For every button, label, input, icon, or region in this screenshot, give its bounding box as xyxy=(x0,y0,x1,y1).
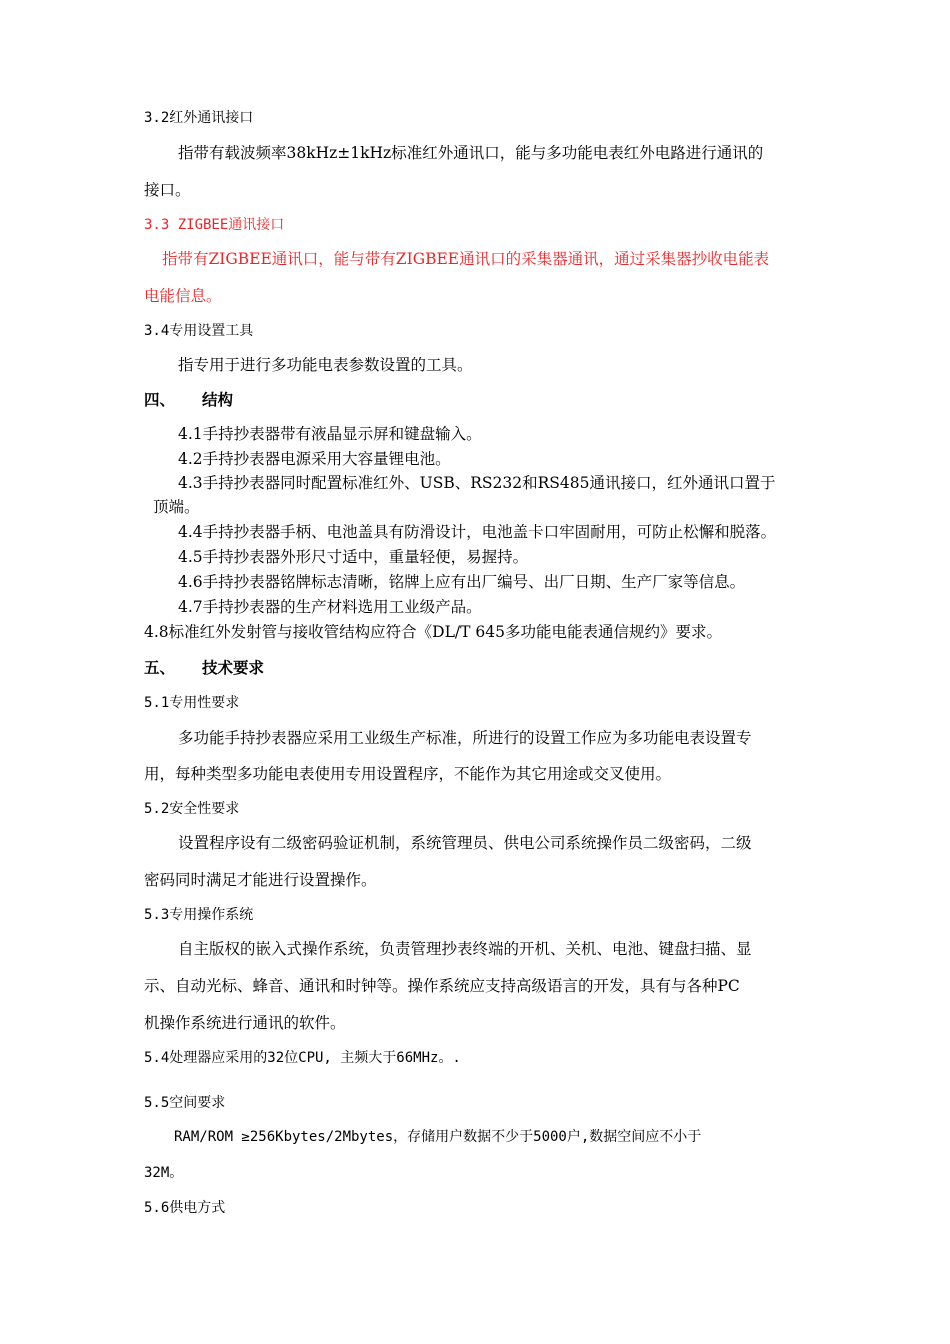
section-4-item: 4.5手持抄表器外形尺寸适中，重量轻便，易握持。 xyxy=(178,548,529,566)
section-5-1-body-line1: 多功能手持抄表器应采用工业级生产标准，所进行的设置工作应为多功能电表设置专 xyxy=(178,729,752,747)
section-5-4-line: 5.4处理器应采用的32位CPU, 主频大于66MHz。. xyxy=(144,1050,461,1066)
section-5-title: 技术要求 xyxy=(202,658,265,677)
section-5-1-body-line2: 用，每种类型多功能电表使用专用设置程序，不能作为其它用途或交叉使用。 xyxy=(144,765,672,783)
section-5-2-body-line1: 设置程序设有二级密码验证机制，系统管理员、供电公司系统操作员二级密码，二级 xyxy=(178,834,752,852)
section-3-3-body-line2: 电能信息。 xyxy=(144,287,222,305)
section-5-2-body-line2: 密码同时满足才能进行设置操作。 xyxy=(144,871,377,889)
section-5-2-title: 5.2安全性要求 xyxy=(144,801,240,817)
section-5-5-body-line1: RAM/ROM ≥256Kbytes/2Mbytes，存储用户数据不少于5000户,数据空间应不小于 xyxy=(174,1129,702,1145)
section-4-heading xyxy=(144,390,233,410)
section-5-1-title: 5.1专用性要求 xyxy=(144,695,240,711)
section-4-item: 4.1手持抄表器带有液晶显示屏和键盘输入。 xyxy=(178,425,482,443)
section-3-4-title: 3.4专用设置工具 xyxy=(144,323,254,339)
section-5-3-body-line1: 自主版权的嵌入式操作系统，负责管理抄表终端的开机、关机、电池、键盘扫描、显 xyxy=(178,940,752,958)
section-5-number: 五、 xyxy=(144,658,176,677)
section-3-3-title: 3.3 ZIGBEE通讯接口 xyxy=(144,217,285,233)
section-4-number: 四、 xyxy=(144,390,176,409)
section-4-title: 结构 xyxy=(202,390,234,409)
section-5-3-title: 5.3专用操作系统 xyxy=(144,907,254,923)
section-4-item: 4.8标准红外发射管与接收管结构应符合《DL/T 645多功能电能表通信规约》要求。 xyxy=(144,623,722,641)
section-5-5-body-line2: 32M。 xyxy=(144,1165,184,1181)
section-5-5-title: 5.5空间要求 xyxy=(144,1095,226,1111)
section-4-item: 4.7手持抄表器的生产材料选用工业级产品。 xyxy=(178,598,482,616)
section-3-2-title: 3.2红外通讯接口 xyxy=(144,110,254,126)
section-5-heading xyxy=(144,658,264,678)
section-3-2-body-line1: 指带有载波频率38kHz±1kHz标准红外通讯口，能与多功能电表红外电路进行通讯的 xyxy=(178,144,764,162)
section-4-item-continuation: 顶端。 xyxy=(153,498,200,516)
section-4-item: 4.3手持抄表器同时配置标准红外、USB、RS232和RS485通讯接口，红外通讯口置于 xyxy=(178,474,776,492)
section-4-item: 4.2手持抄表器电源采用大容量锂电池。 xyxy=(178,450,451,468)
section-5-6-title: 5.6供电方式 xyxy=(144,1200,226,1216)
section-3-2-body-line2: 接口。 xyxy=(144,181,191,199)
section-4-item: 4.6手持抄表器铭牌标志清晰，铭牌上应有出厂编号、出厂日期、生产厂家等信息。 xyxy=(178,573,746,591)
section-4-item: 4.4手持抄表器手柄、电池盖具有防滑设计，电池盖卡口牢固耐用，可防止松懈和脱落。 xyxy=(178,523,777,541)
section-3-3-body-line1: 指带有ZIGBEE通讯口，能与带有ZIGBEE通讯口的采集器通讯，通过采集器抄收电能表 xyxy=(162,250,770,268)
section-3-4-body: 指专用于进行多功能电表参数设置的工具。 xyxy=(178,356,473,374)
section-5-3-body-line2: 示、自动光标、蜂音、通讯和时钟等。操作系统应支持高级语言的开发，具有与各种PC xyxy=(144,977,740,995)
section-5-3-body-line3: 机操作系统进行通讯的软件。 xyxy=(144,1014,346,1032)
